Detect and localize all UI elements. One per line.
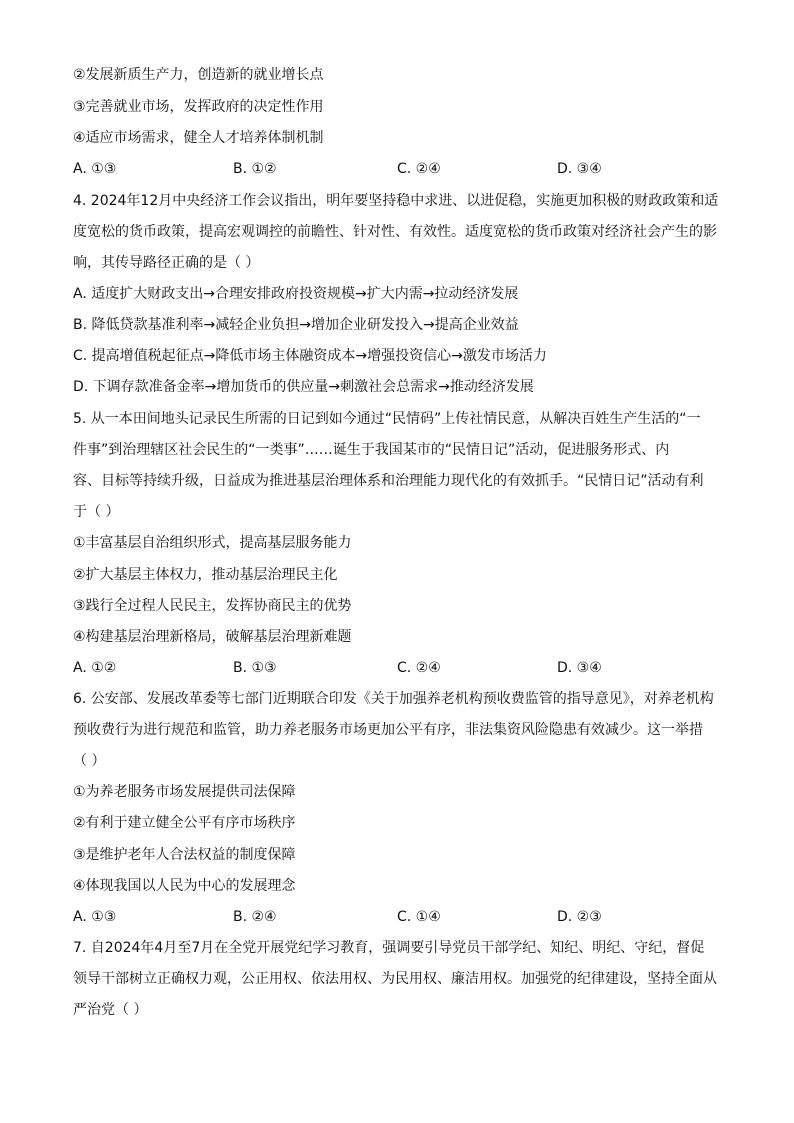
q5-option-a: A. ①②: [73, 660, 117, 676]
q4-option-c: C. 提高增值税起征点→降低市场主体融资成本→增强投资信心→激发市场活力: [73, 348, 547, 364]
q7-stem-line-2: 领导干部树立正确权力观，公正用权、依法用权、为民用权、廉洁用权。加强党的纪律建设，坚持全面从: [73, 971, 717, 987]
q4-option-b: B. 降低贷款基准利率→减轻企业负担→增加企业研发投入→提高企业效益: [73, 317, 519, 333]
q5-item-2: ②扩大基层主体权力，推动基层治理民主化: [73, 567, 338, 583]
q6-stem-line-2: 预收费行为进行规范和监管，助力养老服务市场更加公平有序，非法集资风险隐患有效减少。这一举措: [73, 722, 703, 738]
q3-item-3: ③完善就业市场，发挥政府的决定性作用: [73, 99, 324, 115]
q6-option-c: C. ①④: [397, 909, 441, 925]
q6-item-2: ②有利于建立健全公平有序市场秩序: [73, 815, 296, 831]
q5-stem-line-4: 于（ ）: [73, 504, 120, 520]
q5-option-b: B. ①③: [233, 660, 277, 676]
q4-stem-line-1: 4. 2024年12月中央经济工作会议指出，明年要坚持稳中求进、以进促稳，实施更加积极的财政政策和适: [73, 193, 719, 209]
q5-option-d: D. ③④: [557, 660, 602, 676]
q6-option-b: B. ②④: [233, 909, 277, 925]
q3-option-c: C. ②④: [397, 161, 441, 177]
q6-item-3: ③是维护老年人合法权益的制度保障: [73, 847, 296, 863]
q5-item-3: ③践行全过程人民民主，发挥协商民主的优势: [73, 598, 352, 614]
q5-stem-line-3: 容、目标等持续升级，日益成为推进基层治理体系和治理能力现代化的有效抓手。“民情日记”活动有利: [73, 473, 704, 489]
q3-item-2: ②发展新质生产力，创造新的就业增长点: [73, 67, 324, 83]
q5-options: [0, 659, 794, 677]
q6-options: [0, 908, 794, 926]
q5-stem-line-1: 5. 从一本田间地头记录民生所需的日记到如今通过“民情码”上传社情民意，从解决百姓生产生活的“一: [73, 411, 701, 427]
q5-stem-line-2: 件事”到治理辖区社会民生的“一类事”……诞生于我国某市的“民情日记”活动，促进服务形式、内: [73, 442, 670, 458]
q4-stem-line-3: 响，其传导路径正确的是（ ）: [73, 255, 260, 271]
q6-stem-line-1: 6. 公安部、发展改革委等七部门近期联合印发《关于加强养老机构预收费监管的指导意见》，对养老机构: [73, 691, 714, 707]
q3-option-d: D. ③④: [557, 161, 602, 177]
q6-option-a: A. ①③: [73, 909, 117, 925]
q6-item-1: ①为养老服务市场发展提供司法保障: [73, 784, 296, 800]
q5-item-4: ④构建基层治理新格局，破解基层治理新难题: [73, 629, 352, 645]
q7-stem-line-3: 严治党（ ）: [73, 1002, 148, 1018]
q7-stem-line-1: 7. 自2024年4月至7月在全党开展党纪学习教育，强调要引导党员干部学纪、知纪、明纪、守纪，督促: [73, 940, 705, 956]
q3-option-b: B. ①②: [233, 161, 277, 177]
q6-stem-line-3: （ ）: [73, 753, 106, 769]
q3-options: [0, 160, 794, 178]
q4-stem-line-2: 度宽松的货币政策，提高宏观调控的前瞻性、针对性、有效性。适度宽松的货币政策对经济社会产生的影: [73, 224, 717, 240]
q3-option-a: A. ①③: [73, 161, 117, 177]
q5-option-c: C. ②④: [397, 660, 441, 676]
q3-item-4: ④适应市场需求，健全人才培养体制机制: [73, 130, 324, 146]
q4-option-a: A. 适度扩大财政支出→合理安排政府投资规模→扩大内需→拉动经济发展: [73, 286, 519, 302]
q6-option-d: D. ②③: [557, 909, 602, 925]
q4-option-d: D. 下调存款准备金率→增加货币的供应量→刺激社会总需求→推动经济发展: [73, 379, 534, 395]
q6-item-4: ④体现我国以人民为中心的发展理念: [73, 878, 296, 894]
q5-item-1: ①丰富基层自治组织形式，提高基层服务能力: [73, 535, 352, 551]
